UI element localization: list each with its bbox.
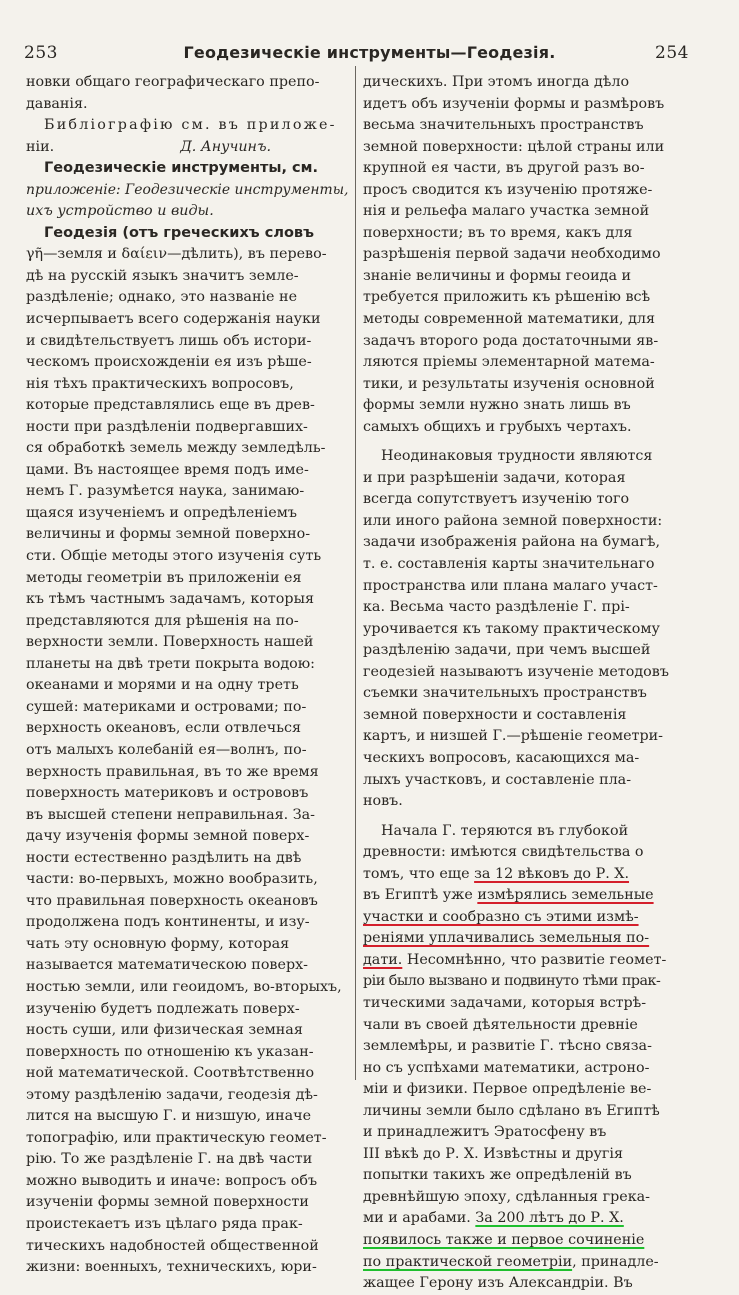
text-line: древности: имѣются свидѣтельства о	[363, 844, 644, 861]
text-line	[363, 950, 679, 972]
text-line: тическими задачами, которыя встрѣ-	[363, 994, 647, 1011]
text-line: съемки значительныхъ пространствъ	[363, 685, 647, 702]
text-line: тическихъ надобностей общественной	[26, 1237, 319, 1254]
author-signature: Д. Анучинъ.	[180, 138, 272, 155]
page-number-left: 253	[24, 43, 58, 63]
italic-reference: приложеніе: Геодезическіе инструменты,	[26, 181, 349, 198]
text-fragment: ніи.	[26, 138, 55, 155]
page-number-right: 254	[655, 43, 689, 63]
text-line: и свидѣтельствуетъ лишь объ истори-	[26, 332, 312, 349]
bibliography-line: Библіографію см. въ приложе-	[44, 117, 337, 134]
text-line: міи и физики. Первое опредѣленіе ве-	[363, 1081, 652, 1098]
text-line: методы геометріи въ приложеніи ея	[26, 569, 302, 586]
text-line	[363, 1230, 679, 1252]
text-line: нія тѣхъ практическихъ вопросовъ,	[26, 375, 294, 392]
text-line: щаяся изученіемъ и опредѣленіемъ	[26, 504, 297, 521]
text-line: ностью земли, или геоидомъ, во-вторыхъ,	[26, 978, 342, 995]
text-line: представляются для рѣшенія на по-	[26, 612, 299, 629]
text-line: раздѣленію задачи, при чемъ высшей	[363, 642, 651, 659]
text-line: личины земли было сдѣлано въ Египтѣ	[363, 1102, 660, 1119]
text-line: поверхность по отношенію къ указан-	[26, 1043, 314, 1060]
text-line: лится на высшую Г. и низшую, иначе	[26, 1108, 312, 1125]
text-line: т. е. составленія карты значительнаго	[363, 556, 655, 573]
text-line: задачъ второго рода достаточными яв-	[363, 332, 659, 349]
text-line: чали въ своей дѣятельности древніе	[363, 1016, 638, 1033]
italic-reference: ихъ устройство и виды.	[26, 203, 214, 220]
entry-heading-instruments: Геодезическіе инструменты, см.	[44, 160, 318, 177]
text-line: крупной ея части, въ другой разъ во-	[363, 160, 645, 177]
text-fragment: ми и арабами.	[363, 1210, 476, 1227]
text-line: древнѣйшую эпоху, сдѣланныя грека-	[363, 1188, 650, 1205]
text-line: чать эту основную форму, которая	[26, 935, 290, 952]
text-line: III вѣкѣ до Р. Х. Извѣстны и другія	[363, 1145, 624, 1162]
text-line: что правильная поверхность океановъ	[26, 892, 318, 909]
text-line	[363, 928, 679, 950]
red-underline-highlight: измѣрялись земельные	[477, 887, 654, 904]
text-line: тики, и результаты изученія основной	[363, 375, 655, 392]
page-header	[0, 0, 739, 63]
text-line: отъ малыхъ колебаній ея—волнъ, по-	[26, 741, 307, 758]
text-line: океанами и морями и на одну треть	[26, 677, 299, 694]
text-fragment: , принадле-	[572, 1253, 659, 1270]
paragraph-gap	[363, 813, 679, 821]
text-line: даванія.	[26, 95, 88, 112]
text-line	[26, 201, 348, 223]
text-line: рію. То же раздѣленіе Г. на двѣ части	[26, 1151, 313, 1168]
text-line: разрѣшенія первой задачи необходимо	[363, 246, 661, 263]
text-line: знаніе величины и формы геоида и	[363, 267, 632, 284]
text-line: весьма значительныхъ пространствъ	[363, 117, 644, 134]
text-line	[363, 1252, 679, 1274]
text-line: и при разрѣшеніи задачи, которая	[363, 469, 626, 486]
green-underline-highlight: За 200 лѣтъ до Р. Х.	[475, 1210, 624, 1227]
right-column	[363, 72, 679, 1295]
text-line: задачи изображенія района на бумагѣ,	[363, 534, 660, 551]
text-line: величины и формы земной поверхно-	[26, 526, 311, 543]
text-line: формы земли нужно знать лишь въ	[363, 397, 631, 414]
text-line: верхности земли. Поверхность нашей	[26, 634, 314, 651]
text-line: изученіи формы земной поверхности	[26, 1194, 309, 1211]
text-line: новъ.	[363, 793, 403, 810]
text-line: жащее Герону изъ Александріи. Въ	[363, 1275, 633, 1292]
text-line	[363, 885, 679, 907]
text-line: Начала Г. теряются въ глубокой	[381, 822, 629, 839]
bibliography-end	[26, 137, 348, 159]
text-line: ности при раздѣленіи подвергавших-	[26, 418, 308, 435]
text-line: картъ, и низшей Г.—рѣшеніе геометри-	[363, 728, 663, 745]
text-line: методы современной математики, для	[363, 311, 655, 328]
green-underline-highlight: появилось также и первое сочиненіе	[363, 1231, 645, 1248]
left-column	[26, 72, 348, 1279]
text-fragment: томъ, что еще	[363, 865, 475, 882]
text-line: ческомъ происхожденіи ея изъ рѣше-	[26, 354, 312, 371]
text-line: всегда сопутствуетъ изученію того	[363, 491, 630, 508]
text-line: ся обработкѣ земель между земледѣль-	[26, 440, 326, 457]
text-line: земной поверхности: цѣлой страны или	[363, 138, 665, 155]
text-line: сушей: материками и островами; по-	[26, 698, 307, 715]
text-line: раздѣленіе; однако, это названіе не	[26, 289, 298, 306]
text-line: ной математической. Соотвѣтственно	[26, 1065, 315, 1082]
text-line: и принадлежитъ Эратосфену въ	[363, 1124, 607, 1141]
text-fragment: въ Египтѣ уже	[363, 887, 478, 904]
text-line	[363, 907, 679, 929]
column-divider	[355, 66, 356, 1080]
text-line: цами. Въ настоящее время подъ име-	[26, 461, 309, 478]
text-line: верхность океановъ, если отвлечься	[26, 720, 301, 737]
text-line: идетъ объ изученіи формы и размѣровъ	[363, 95, 665, 112]
text-line	[363, 1208, 679, 1230]
text-line: урочивается къ такому практическому	[363, 620, 660, 637]
text-line: поверхность материковъ и острововъ	[26, 785, 309, 802]
text-line: жизни: военныхъ, техническихъ, юри-	[26, 1259, 317, 1276]
text-line: геодезіей называютъ изученіе методовъ	[363, 663, 669, 680]
text-line: ности естественно раздѣлить на двѣ	[26, 849, 302, 866]
entry-heading-geodesy: Геодезія (отъ греческихъ словъ	[44, 224, 314, 241]
text-line: просъ сводится къ изученію протяже-	[363, 181, 653, 198]
green-underline-highlight: по практической геометріи	[363, 1253, 573, 1270]
text-line: исчерпываетъ всего содержанія науки	[26, 311, 321, 328]
red-underline-highlight: участки и сообразно съ этими измѣ-	[363, 908, 639, 925]
paragraph-gap	[363, 438, 679, 446]
text-line: части: во-первыхъ, можно вообразить,	[26, 871, 318, 888]
text-line: къ тѣмъ частнымъ задачамъ, которыя	[26, 591, 314, 608]
text-line: лыхъ участковъ, и составленіе пла-	[363, 771, 632, 788]
text-line: ріи было вызвано и подвинуто тѣми прак-	[363, 973, 661, 990]
text-line: можно выводить и иначе: вопросъ объ	[26, 1172, 318, 1189]
text-fragment: Несомнѣнно, что развитіе геомет-	[402, 951, 667, 968]
red-underline-highlight: дати.	[363, 951, 403, 968]
text-line: нія и рельефа малаго участка земной	[363, 203, 650, 220]
text-line: продолжена подъ континенты, и изу-	[26, 914, 310, 931]
text-line: этому раздѣленію задачи, геодезія дѣ-	[26, 1086, 318, 1103]
text-line: ность суши, или физическая земная	[26, 1022, 303, 1039]
text-line: но съ успѣхами математики, астроно-	[363, 1059, 650, 1076]
text-line: новки общаго географическаго препо-	[26, 74, 320, 90]
text-line: проистекаетъ изъ цѣлаго ряда прак-	[26, 1215, 303, 1232]
text-line: пространства или плана малаго участ-	[363, 577, 658, 594]
text-line	[363, 864, 679, 886]
text-line: требуется приложить къ рѣшенію всѣ	[363, 289, 651, 306]
text-line: поверхности; въ то время, какъ для	[363, 224, 633, 241]
text-line	[26, 180, 349, 202]
text-line: самыхъ общихъ и грубыхъ чертахъ.	[363, 418, 632, 435]
text-line: γῆ—земля и δαίειν—дѣлить), въ перево-	[26, 246, 327, 263]
text-line: которые представлялись еще въ древ-	[26, 397, 315, 414]
text-line: землемѣры, и развитіе Г. тѣсно связа-	[363, 1038, 652, 1055]
text-line: изученію будетъ подлежать поверх-	[26, 1000, 300, 1017]
text-line: дачу изученія формы земной поверх-	[26, 828, 310, 845]
text-line: планеты на двѣ трети покрыта водою:	[26, 655, 315, 672]
text-line: топографію, или практическую геомет-	[26, 1129, 327, 1146]
running-title: Геодезическіе инструменты—Геодезія.	[183, 43, 556, 62]
text-line: земной поверхности и составленія	[363, 706, 627, 723]
text-line: попытки такихъ же опредѣленій въ	[363, 1167, 632, 1184]
text-line: немъ Г. разумѣется наука, занимаю-	[26, 483, 305, 500]
text-line: дѣ на русскій языкъ значитъ земле-	[26, 267, 299, 284]
text-line: ляются пріемы элементарной матема-	[363, 354, 655, 371]
text-line: дическихъ. При этомъ иногда дѣло	[363, 74, 630, 90]
text-line: называется математическою поверх-	[26, 957, 308, 974]
text-line: въ высшей степени неправильная. За-	[26, 806, 315, 823]
red-underline-highlight: за 12 вѣковъ до Р. Х.	[474, 865, 630, 882]
red-underline-highlight: реніями уплачивались земельныя по-	[363, 930, 650, 947]
text-line: ка. Весьма часто раздѣленіе Г. прі-	[363, 599, 630, 616]
text-line: сти. Общіе методы этого изученія суть	[26, 548, 322, 565]
text-line: Неодинаковыя трудности являются	[381, 448, 653, 465]
text-line: ческихъ вопросовъ, касающихся ма-	[363, 749, 640, 766]
text-line: верхность правильная, въ то же время	[26, 763, 319, 780]
text-line: или иного района земной поверхности:	[363, 512, 663, 529]
